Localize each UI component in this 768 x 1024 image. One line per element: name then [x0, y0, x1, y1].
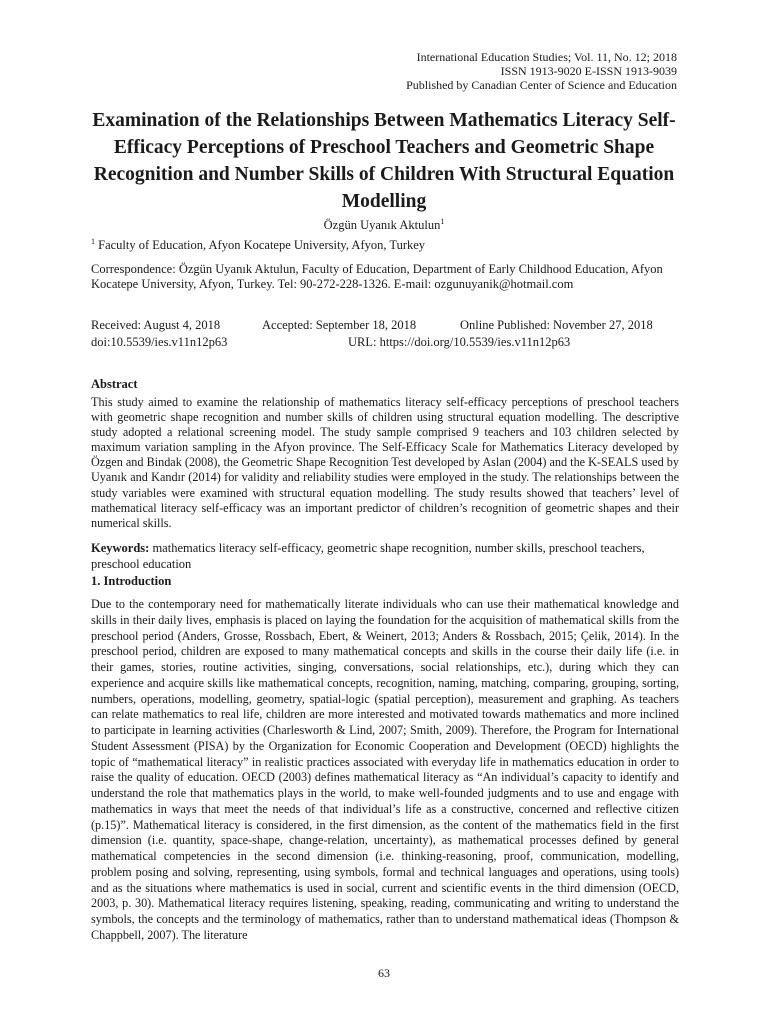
affiliation-text: Faculty of Education, Afyon Kocatepe University, Afyon, Turkey — [95, 238, 426, 252]
keywords-label: Keywords: — [91, 541, 150, 555]
doi-url-link[interactable]: URL: https://doi.org/10.5539/ies.v11n12p63 — [348, 335, 571, 349]
correspondence: Correspondence: Özgün Uyanık Aktulun, Faculty of Education, Department of Early Childhood Education, Afyon Kocatepe University, Afyon, Turkey. Tel: 90-272-228-1326. E-mail: ozgunuyanik@hotmail.com — [91, 262, 663, 291]
doi: doi:10.5539/ies.v11n12p63 — [91, 335, 228, 349]
abstract-heading: Abstract — [91, 377, 138, 391]
affiliation — [91, 238, 425, 253]
journal-header — [406, 50, 677, 92]
introduction-heading: 1. Introduction — [91, 574, 172, 588]
published-date: Online Published: November 27, 2018 — [460, 318, 653, 332]
affiliation-marker: 1 — [91, 236, 95, 246]
author-name: Özgün Uyanık Aktulun — [323, 218, 441, 232]
page-number: 63 — [378, 966, 390, 980]
accepted-date: Accepted: September 18, 2018 — [262, 318, 417, 332]
introduction-text: Due to the contemporary need for mathematically literate individuals who can use their mathematical knowledge and skills in their daily lives, emphasis is placed on laying the foundation for the acquisition of mathematical skills from the preschool period (Anders, Grosse, Rossbach, Ebert, & Weinert, 2013; Anders & Rossbach, 2015; Çelik, 2014). In the preschool period, children are exposed to many mathematical concepts and skills in the course their daily life (i.e. in their games, stories, routine activities, singing, conversations, social relationships, etc.), during which they can experience and acquire skills like mathematical concepts, recognition, naming, matching, comparing, grouping, sorting, numbers, operations, modelling, geometry, spatial-logic (spatial perception), measurement and graphing. As teachers can relate mathematics to real life, children are more interested and motivated towards mathematics and more inclined to participate in learning activities (Charlesworth & Lind, 2007; Smith, 2009). Therefore, the Program for International Student Assessment (PISA) by the Organization for Economic Cooperation and Development (OECD) highlights the topic of “mathematical literacy” in realistic practices associated with everyday life in mathematics education in order to raise the quality of education. OECD (2003) defines mathematical literacy as “An individual’s capacity to identify and understand the role that mathematics plays in the world, to make well-founded judgments and to use and engage with mathematics in ways that meet the needs of that individual’s life as a constructive, concerned and reflective citizen (p.15)”. Mathematical literacy is considered, in the first dimension, as the content of the mathematics field in the first dimension (i.e. quantity, space-shape, change-relation, uncertainty), as mathematical processes defined by general mathematical competencies in the second dimension (i.e. thinking-reasoning, proof, communication, modelling, problem posing and solving, representing, using symbols, formal and technical languages and operations, using tools) and as the situations where mathematics is used in social, current and scientific events in the third dimension (OECD, 2003, p. 30). Mathematical literacy requires listening, speaking, reading, communicating and writing to understand the symbols, the concepts and the terminology of mathematics, rather than to understand mathematical ideas (Thompson & Chappbell, 2007). The literature — [91, 597, 679, 942]
journal-publisher-line: Published by Canadian Center of Science and Education — [406, 78, 677, 92]
author-affiliation-marker: 1 — [440, 216, 445, 226]
journal-issn-line: ISSN 1913-9020 E-ISSN 1913-9039 — [500, 64, 677, 78]
received-date: Received: August 4, 2018 — [91, 318, 221, 332]
author-line — [0, 218, 768, 233]
keywords-text: mathematics literacy self-efficacy, geometric shape recognition, number skills, preschool teachers, preschool education — [91, 541, 645, 571]
journal-volume-line: International Education Studies; Vol. 11, No. 12; 2018 — [416, 50, 677, 64]
keywords — [91, 541, 679, 572]
abstract-text: This study aimed to examine the relationship of mathematics literacy self-efficacy perceptions of preschool teachers with geometric shape recognition and number skills of children using structural equation modelling. The descriptive study adopted a relational screening model. The study sample comprised 9 teachers and 103 children selected by maximum variation sampling in the Afyon province. The Self-Efficacy Scale for Mathematics Literacy developed by Özgen and Bindak (2008), the Geometric Shape Recognition Test developed by Aslan (2004) and the K-SEALS used by Uyanık and Kandır (2014) for validity and reliability studies were employed in the study. The relationships between the study variables were examined with structural equation modelling. The study results showed that teachers’ level of mathematical literacy self-efficacy was an important predictor of children’s recognition of geometric shapes and their numerical skills. — [91, 395, 679, 530]
paper-title: Examination of the Relationships Between Mathematics Literacy Self-Efficacy Perceptions of Preschool Teachers and Geometric Shape Recognition and Number Skills of Children With Structural Equation Modelling — [92, 110, 676, 212]
